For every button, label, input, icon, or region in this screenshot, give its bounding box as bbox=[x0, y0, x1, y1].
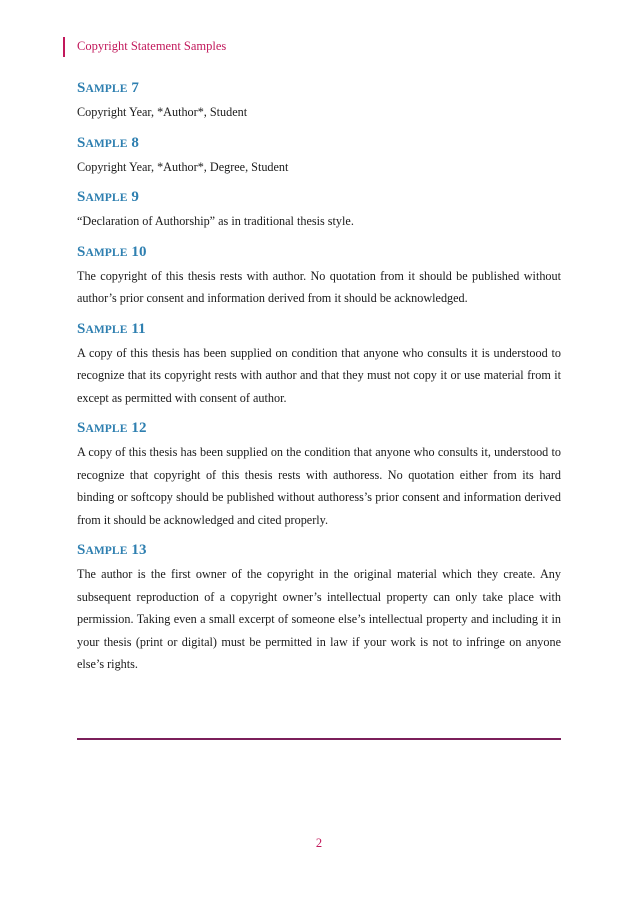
header-accent-bar bbox=[63, 37, 65, 57]
heading-initial: S bbox=[77, 542, 86, 558]
footer-divider bbox=[77, 738, 561, 740]
sample-9-text: “Declaration of Authorship” as in traditional thesis style. bbox=[77, 214, 354, 228]
sample-number: 8 bbox=[131, 134, 139, 151]
sample-8-section bbox=[77, 133, 561, 179]
sample-13-heading bbox=[77, 540, 561, 561]
sample-11-text: A copy of this thesis has been supplied on condition that anyone who consults it is understood to recognize that its copyright rests with author and that they must not copy it or use material from it except as permitted with consent of author. bbox=[77, 345, 561, 405]
sample-13-section bbox=[77, 540, 561, 676]
sample-number: 13 bbox=[131, 542, 147, 558]
sample-12-heading bbox=[77, 418, 561, 439]
sample-9-heading bbox=[77, 187, 561, 208]
heading-initial: S bbox=[77, 134, 86, 151]
sample-8-heading bbox=[77, 133, 561, 154]
sample-number: 12 bbox=[131, 420, 147, 436]
page-number: 2 bbox=[315, 836, 323, 850]
sample-11-section bbox=[77, 319, 561, 410]
sample-12-text: A copy of this thesis has been supplied on the condition that anyone who consults it, understood to recognize that copyright of this thesis rests with authoress. No quotation either from its hard binding or softcopy should be published without authoress’s prior consent and information derived from it should be acknowledged and cited properly. bbox=[77, 445, 561, 527]
heading-smallcaps: AMPLE bbox=[85, 137, 128, 150]
heading-smallcaps: AMPLE bbox=[85, 423, 128, 435]
heading-smallcaps: AMPLE bbox=[85, 192, 128, 204]
heading-smallcaps: AMPLE bbox=[85, 83, 128, 95]
sample-number: 7 bbox=[131, 80, 139, 96]
sample-7-section bbox=[77, 78, 561, 124]
running-header-title: Copyright Statement Samples bbox=[77, 39, 227, 53]
heading-smallcaps: AMPLE bbox=[85, 246, 128, 259]
sample-number: 11 bbox=[131, 320, 146, 337]
sample-8-text: Copyright Year, *Author*, Degree, Student bbox=[77, 159, 289, 174]
sample-11-heading bbox=[77, 319, 561, 340]
sample-13-text: The author is the first owner of the copyright in the original material which they create. Any subsequent reproduction of a copyright owner’s intellectual property can only take place with permission. Taking even a small excerpt of someone else’s intellectual property and including it in your thesis (print or digital) must be permitted in law if your work is not to infringe on anyone else’s rights. bbox=[77, 567, 561, 671]
sample-10-heading bbox=[77, 242, 561, 263]
sample-number: 10 bbox=[131, 243, 147, 260]
heading-initial: S bbox=[77, 243, 86, 260]
sample-12-section bbox=[77, 418, 561, 531]
heading-initial: S bbox=[77, 189, 86, 205]
sample-7-text: Copyright Year, *Author*, Student bbox=[77, 105, 248, 119]
sample-7-heading bbox=[77, 78, 561, 99]
document-body bbox=[77, 78, 561, 676]
heading-smallcaps: AMPLE bbox=[85, 323, 128, 336]
heading-smallcaps: AMPLE bbox=[85, 545, 128, 557]
heading-initial: S bbox=[77, 320, 86, 337]
heading-initial: S bbox=[77, 80, 86, 96]
sample-9-section bbox=[77, 187, 561, 233]
sample-10-text: The copyright of this thesis rests with author. No quotation from it should be published without author’s prior consent and information derived from it should be acknowledged. bbox=[77, 268, 561, 305]
sample-10-section bbox=[77, 242, 561, 310]
sample-number: 9 bbox=[131, 189, 139, 205]
heading-initial: S bbox=[77, 420, 86, 436]
